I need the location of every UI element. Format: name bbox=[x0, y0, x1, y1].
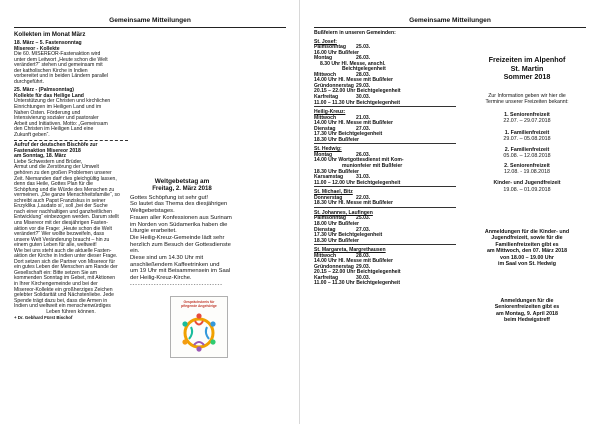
parish-st-josef: St. Josef: Palmsonntag 25.03. 16.00 Uhr Bußfeier Montag 26.03. 8.30 Uhr Hl. Messe, anschl. Beichtgelegenheit Mittwoch 28.03. 14.00 Uhr Hl. Messe mit Bußfeier Gründonnerstag 29.03. 20.15 – 22.00 Uhr Beichtgelegenheit Karfreitag 30.03. 11.00 – 11.30 Uhr Beichtgelegenheit bbox=[314, 40, 456, 108]
parish-name: St. Margareta, Margrethausen bbox=[314, 247, 386, 254]
camp-item: 1. Seniorenfreizeit 22.07. – 29.07.2018 bbox=[503, 112, 551, 125]
kollekte-1-text-line: durchgeführt. bbox=[14, 78, 45, 85]
parish-name: St. Josef: bbox=[314, 38, 337, 45]
event-text-line: Die Heilig-Kreuz-Gemeinde lädt sehr bbox=[130, 234, 225, 241]
aufruf-text-line: Dort setzen sich die Partner von Misereor für bbox=[14, 258, 116, 265]
kollekte-2-text-line: Zukunft geben“. bbox=[14, 131, 50, 138]
event-text-line: anschließendem Kaffeetrinken und bbox=[130, 261, 220, 268]
kollekte-2-text-line: den Christen im Heiligen Land eine bbox=[14, 126, 94, 133]
kollekte-2-text-line: Unterstützung der Christen und kirchlichen bbox=[14, 98, 111, 105]
kollekte-1-text-line: der katholischen Kirche in Indien bbox=[14, 67, 88, 74]
kollekte-1-text-line: verändert?“ stehen und gemeinsam mit bbox=[14, 62, 103, 69]
aufruf-text-line: einem guten Leben für alle, weltweit! bbox=[14, 242, 97, 249]
right-header-rule bbox=[314, 27, 586, 28]
kollekte-2 bbox=[14, 88, 128, 138]
event-date: Freitag, 2. März 2018 bbox=[152, 185, 212, 192]
aufruf-text-line: Gesellschaft ein: Bitte setzen Sie am bbox=[14, 269, 97, 276]
event-text-line: Weltgebetstages. bbox=[130, 208, 175, 215]
kollekten-title: Kollekten im Monat März bbox=[14, 31, 86, 38]
kollekte-2-heading: 25. März - (Palmsonntag) bbox=[14, 87, 75, 94]
aufruf-text-line: Entwicklung“ einbezogen werden. Darum stellt bbox=[14, 214, 119, 221]
registration-info-2: Anmeldungen für die Seniorenfreizeiten gibt es am Montag, 9. April 2018 beim Hedwigstreff bbox=[494, 298, 560, 324]
aufruf-text-line: schreibt auch Papst Franziskus in seiner bbox=[14, 197, 106, 204]
event-text-line: Frauen aller Konfessionen aus Surinam bbox=[130, 214, 232, 221]
camp-item: 2. Familienfreizeit 05.08. – 12.08.2018 bbox=[503, 147, 551, 160]
signature: + Dr. Gebhard Fürst Bischof bbox=[14, 315, 73, 321]
aufruf-text-line: ein gutes Leben der Menschen am Rande der bbox=[14, 264, 118, 271]
event-text-line: ein. bbox=[130, 248, 140, 255]
bussfeiern-intro: Bußfeiern in unseren Gemeinden: bbox=[314, 30, 396, 36]
kollekte-1-heading: Misereor - Kollekte bbox=[14, 45, 60, 52]
kollekte-2-text-line: Intensivierung sozialer und pastoraler bbox=[14, 115, 99, 122]
event-text-line: So lautet das Thema des diesjährigen bbox=[130, 201, 228, 208]
aufruf-text-line: gelebter Solidarität und Nächstenliebe. Jede bbox=[14, 292, 114, 299]
kollekte-1-heading: 18. März – 5. Fastensonntag bbox=[14, 40, 82, 46]
kollekte-2-heading: Kollekte für das Heilige Land bbox=[14, 92, 84, 99]
camp-item: Kinder- und Jugendfreizeit 19.08. – 01.09.2018 bbox=[493, 180, 561, 193]
aufruf-text-line: Wie bei uns steht auch die aktuelle Fasten- bbox=[14, 247, 112, 254]
left-header-rule bbox=[14, 27, 286, 28]
aufruf-text-line: Leben führen können. bbox=[46, 308, 96, 315]
aufruf-text-line: nach einer nachhaltigen und ganzheitlichen bbox=[14, 208, 112, 215]
event-title: Weltgebetstag am bbox=[154, 178, 210, 185]
parish-name: Heilig-Kreuz: bbox=[314, 109, 346, 116]
event-text-line: Gottes Schöpfung ist sehr gut! bbox=[130, 194, 208, 201]
parish-st-johannes: St. Johannes, Laufingen Palmsonntag 25.03. 18.00 Uhr Bußfeier Dienstag 27.03. 17.30 Uhr Beichtgelegenheit 18.30 Uhr Bußfeier bbox=[314, 211, 456, 245]
parish-name: St. Johannes, Laufingen bbox=[314, 209, 373, 216]
weltgebetstag-box bbox=[130, 178, 234, 288]
aufruf-text-line: kommenden Sonntag im Gebet, mit Aktionen bbox=[14, 275, 116, 282]
dashed-divider: - - - - - - - - - - - - - - - - - - - - - - - - - - - - - - - - - - - bbox=[130, 282, 222, 288]
event-text-line: der Heilig-Kreuz-Kirche. bbox=[130, 275, 192, 282]
event-text-line: Liturgie erarbeitet. bbox=[130, 228, 177, 235]
kollekte-2-text-line: Einrichtungen im Heiligen Land und im bbox=[14, 104, 102, 111]
aufruf-text-line: gehören zu den großen Problemen unserer bbox=[14, 170, 112, 177]
aufruf-heading: am Sonntag, 18. März bbox=[14, 153, 67, 160]
aufruf-text-line: verändert?“ Wer wollte bezweifeln, dass bbox=[14, 231, 105, 238]
event-text-line: herzlich zum Besuch der Gottesdienste bbox=[130, 241, 231, 248]
freizeiten-intro: Zur Information geben wir hier die Termine unserer Freizeiten bekannt: bbox=[485, 93, 569, 106]
gespraechskreis-logo bbox=[170, 296, 228, 358]
kollekten-column bbox=[14, 31, 128, 321]
kollekte-2-text-line: Nahen Osten. Förderung und bbox=[14, 109, 81, 116]
right-page-header: Gemeinsame Mitteilungen bbox=[409, 17, 491, 24]
aufruf-text-line: denn das Heile, Gottes Plan für die bbox=[14, 181, 94, 188]
camp-item: 1. Familienfreizeit 29.07. – 05.08.2018 bbox=[503, 129, 551, 142]
parish-st-margareta: St. Margareta, Margrethausen Mittwoch 28.03. 14.00 Uhr Hl. Messe mit Bußfeier Gründonnerstag 29.03. 20.15 – 22.00 Uhr Beichtgelegenheit Karfreitag 30.03. 11.00 – 11.30 Uhr Beichtgelegenheit bbox=[314, 248, 456, 287]
aufruf-text-line: Enzyklika ‚Laudato si‘, soll „bei der Suche bbox=[14, 203, 108, 210]
left-page-header: Gemeinsame Mitteilungen bbox=[109, 17, 191, 24]
aufruf-heading: Fastenaktion Misereor 2018 bbox=[14, 147, 81, 154]
kollekte-1 bbox=[14, 41, 128, 85]
parish-st-hedwig: St. Hedwig: Montag 26.03. 14.00 Uhr Wortgottesdienst mit Kom- munionfeier mit Bußfeier 18.30 Uhr Bußfeier Karsamstag 31.03. 11.00 – 12.00 Uhr Beichtgelegenheit bbox=[314, 147, 456, 187]
aufruf-text-line: aktion vor die Frage: „Heute schon die Welt bbox=[14, 225, 112, 232]
event-text-line: im Norden von Südamerika haben die bbox=[130, 221, 228, 228]
kollekte-1-text-line: unter dem Leitwort „Heute schon die Welt bbox=[14, 56, 108, 63]
aufruf-text-line: Liebe Schwestern und Brüder, bbox=[14, 158, 83, 165]
kollekte-1-text-line: vorbereitet und in beiden Ländern parallel bbox=[14, 73, 109, 80]
aufruf-text-line: vermeinen. „Die ganze Menschheitsfamilie“, so bbox=[14, 192, 120, 199]
aufruf-text-line: Schöpfung und die Würde des Menschen zu bbox=[14, 186, 115, 193]
aufruf-text-line: Armut und die Zerstörung der Umwelt bbox=[14, 164, 99, 171]
freizeiten-list bbox=[462, 112, 592, 193]
parish-heilig-kreuz: Heilig-Kreuz: Mittwoch 21.03. 14.00 Uhr Hl. Messe mit Bußfeier Dienstag 27.03. 17.30 Uhr Beichtgelegenheit 18.30 Uhr Bußfeier bbox=[314, 110, 456, 144]
freizeiten-title: Freizeiten im Alpenhof St. Martin Sommer 2018 bbox=[488, 55, 566, 82]
aufruf-text-line: Zeit. Niemanden darf dies gleichgültig lassen, bbox=[14, 175, 117, 182]
kollekte-1-text-line: Die 60. MISEREOR-Fastenaktion wird bbox=[14, 51, 101, 58]
aufruf-text-line: Misereor-Kollekte ein großherziges Zeichen bbox=[14, 286, 113, 293]
aufruf-text-line: unsere Welt Veränderung braucht – hin zu bbox=[14, 236, 110, 243]
camp-item: 2. Seniorenfreizeit 12.08. - 19.08.2018 bbox=[504, 162, 550, 176]
parish-name: St. Hedwig: bbox=[314, 146, 342, 153]
aufruf-text-line: uns Misereor mit der diesjährigen Fasten- bbox=[14, 219, 108, 226]
parish-st-michael: St. Michael, Bitz Donnerstag 22.03. 18.30 Uhr Hl. Messe mit Bußfeier bbox=[314, 190, 456, 208]
kollekte-2-text-line: Arbeit und Initiativen. Motto: „Gemeinsam bbox=[14, 120, 108, 127]
parish-name: St. Michael, Bitz bbox=[314, 189, 353, 196]
dashed-divider bbox=[14, 140, 128, 141]
event-text-line: um 19 Uhr mit Beisammensein im Saal bbox=[130, 268, 231, 275]
aufruf-section bbox=[14, 143, 128, 321]
registration-info-1: Anmeldungen für die Kinder- und Jugendfreizeit, sowie für die Familienfreizeiten gibt es am Mittwoch, den 07. März 2018 von 18.00 – 19.00 Uhr im Saal von St. Hedwig bbox=[484, 229, 570, 268]
bussfeiern-column bbox=[314, 31, 456, 287]
logo-caption: Gesprächskreis für pflegende Angehörige bbox=[181, 300, 217, 308]
event-text-line: Diese sind um 14.30 Uhr mit bbox=[130, 255, 204, 262]
aufruf-text-line: Spende trägt dazu bei, dass die Armen in bbox=[14, 297, 108, 304]
aufruf-text-line: Indien und weltweit ein menschenwürdiges bbox=[14, 303, 111, 310]
aufruf-heading: Aufruf der deutschen Bischöfe zur bbox=[14, 142, 98, 149]
aufruf-text-line: aktion der Kirche in Indien unter dieser Frage. bbox=[14, 253, 118, 260]
aufruf-text-line: in Ihrer Kirchengemeinde und bei der bbox=[14, 280, 98, 287]
